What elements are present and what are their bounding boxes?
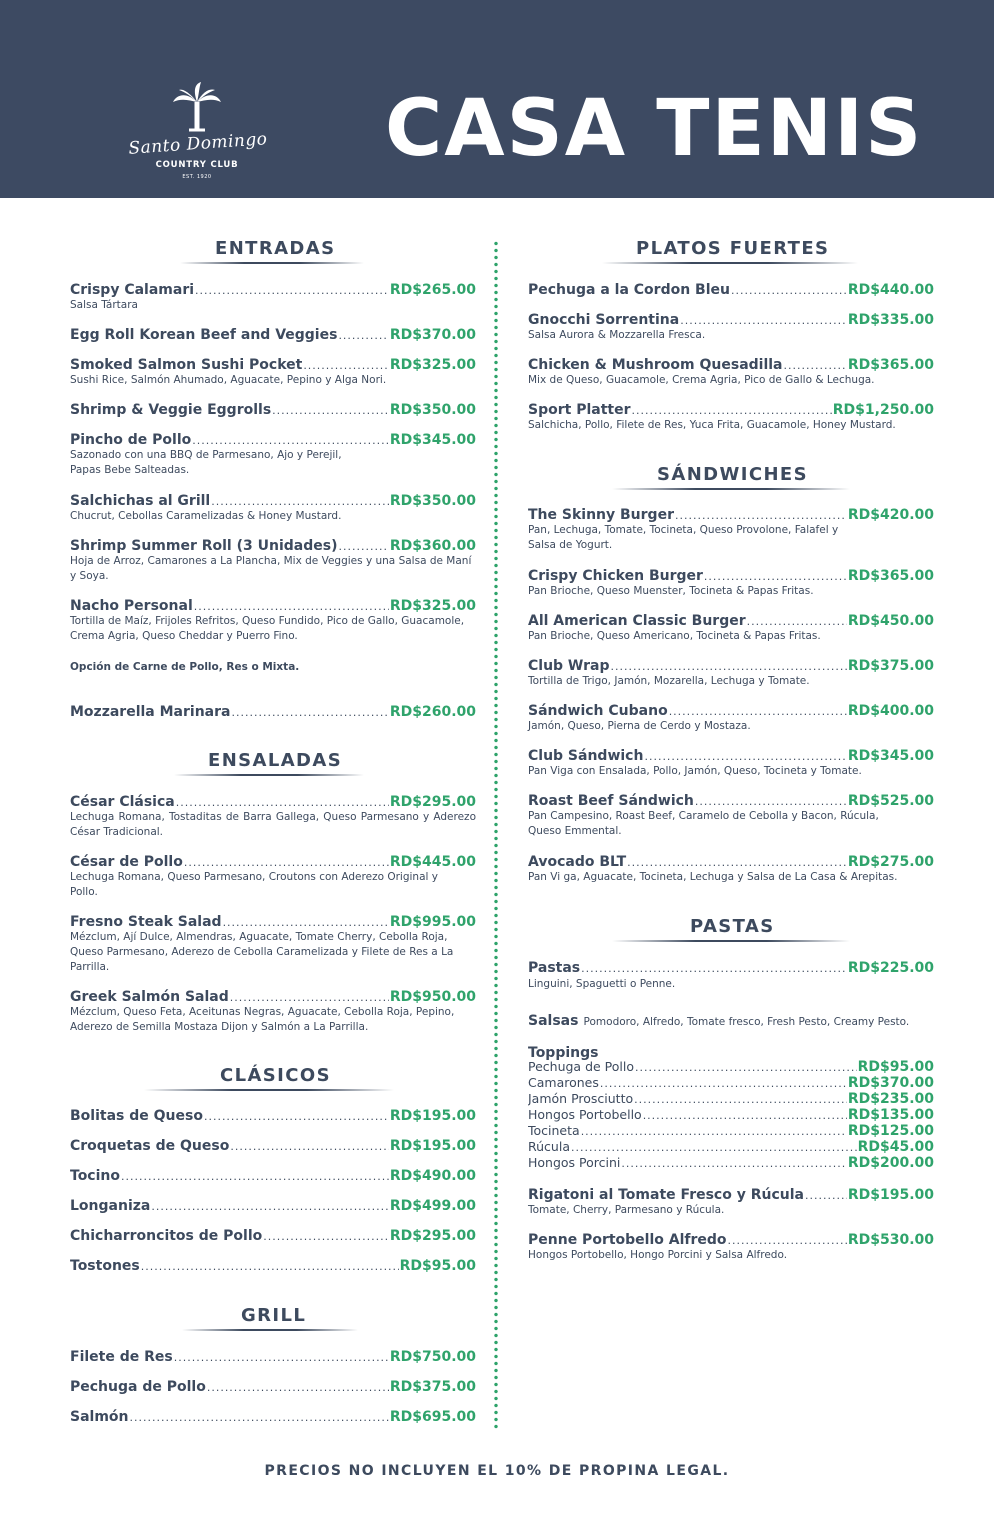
leader-dots [272, 404, 389, 417]
item-price: RD$295.00 [389, 794, 476, 810]
logo-est-text: EST. 1920 [182, 174, 212, 180]
section-title [70, 238, 476, 276]
item-name: Nacho Personal [70, 598, 193, 614]
leader-dots [571, 1141, 857, 1154]
menu-item [70, 327, 476, 343]
topping-row [528, 1075, 934, 1091]
item-name: Sándwich Cubano [528, 703, 668, 719]
item-price: RD$295.00 [389, 1228, 476, 1244]
topping-price: RD$45.00 [857, 1139, 934, 1155]
salsas-label: Salsas [528, 1013, 579, 1029]
item-price: RD$499.00 [389, 1198, 476, 1214]
leader-dots [230, 991, 389, 1004]
item-price: RD$360.00 [389, 538, 476, 554]
leader-dots [669, 705, 847, 718]
section-underline [612, 940, 850, 942]
header-banner [0, 0, 994, 198]
section-title [70, 1065, 476, 1103]
topping-name: Camarones [528, 1075, 599, 1090]
menu-item [70, 1409, 476, 1425]
leader-dots [338, 329, 388, 342]
menu-item [70, 854, 476, 900]
menu-item [70, 432, 476, 478]
menu-item [70, 598, 476, 644]
menu-item [528, 402, 934, 433]
menu-item [528, 658, 934, 689]
item-price: RD$365.00 [847, 357, 934, 373]
leader-dots [192, 434, 389, 447]
section-heading: PLATOS FUERTES [636, 238, 830, 259]
topping-row [528, 1107, 934, 1123]
menu-item [528, 748, 934, 779]
topping-name: Hongos Porcini [528, 1155, 621, 1170]
topping-name: Tocineta [528, 1123, 580, 1138]
menu-item [70, 1349, 476, 1365]
item-name: Salchichas al Grill [70, 493, 211, 509]
item-name: Greek Salmón Salad [70, 989, 229, 1005]
item-name: Chicken & Mushroom Quesadilla [528, 357, 783, 373]
item-description: Salsa Tártara [70, 299, 138, 311]
menu-item [70, 402, 476, 418]
topping-price: RD$235.00 [847, 1091, 934, 1107]
item-name: Penne Portobello Alfredo [528, 1232, 727, 1248]
item-price: RD$265.00 [389, 282, 476, 298]
leader-dots [174, 1351, 389, 1364]
section-underline [602, 262, 858, 264]
item-name: Longaniza [70, 1198, 151, 1214]
column-divider [494, 240, 498, 1430]
item-description: Pan Brioche, Queso Muenster, Tocineta & Papas Fritas. [528, 585, 814, 597]
section-title [528, 238, 934, 276]
topping-name: Rúcula [528, 1139, 570, 1154]
topping-price: RD$95.00 [857, 1059, 934, 1075]
palm-tree-icon [167, 80, 227, 134]
item-name: Bolitas de Queso [70, 1108, 203, 1124]
item-name: Pastas [528, 960, 581, 976]
menu-item [70, 704, 476, 720]
item-name: Sport Platter [528, 402, 631, 418]
item-description: Hoja de Arroz, Camarones a La Plancha, Mix de Veggies y una Salsa de Maní y Soya. [70, 555, 472, 582]
topping-row [528, 1059, 934, 1075]
leader-dots [151, 1200, 388, 1213]
item-name: Pechuga a la Cordon Bleu [528, 282, 730, 298]
menu-item [70, 538, 476, 584]
section-ensaladas [70, 750, 476, 788]
section-underline [612, 488, 850, 490]
menu-item [528, 613, 934, 644]
item-description: Salchicha, Pollo, Filete de Res, Yuca Frita, Guacamole, Honey Mustard. [528, 419, 896, 431]
footer-notice: PRECIOS NO INCLUYEN EL 10% DE PROPINA LEGAL. [264, 1463, 730, 1479]
item-name: Crispy Chicken Burger [528, 568, 703, 584]
menu-item [70, 1138, 476, 1154]
item-name: Crispy Calamari [70, 282, 195, 298]
menu-item [528, 282, 934, 298]
item-description: Lechuga Romana, Tostaditas de Barra Gallega, Queso Parmesano y Aderezo César Tradicional. [70, 811, 476, 838]
item-name: Gnocchi Sorrentina [528, 312, 680, 328]
entradas-note: Opción de Carne de Pollo, Res o Mixta. [70, 661, 300, 673]
item-price: RD$195.00 [389, 1138, 476, 1154]
topping-name: Pechuga de Pollo [528, 1059, 634, 1074]
item-name: Pechuga de Pollo [70, 1379, 206, 1395]
section-underline [180, 262, 364, 264]
item-price: RD$450.00 [847, 613, 934, 629]
logo-script-text: Santo Domingo [127, 129, 269, 159]
menu-item [70, 1198, 476, 1214]
item-price: RD$260.00 [389, 704, 476, 720]
section-title [70, 1305, 476, 1343]
item-price: RD$345.00 [389, 432, 476, 448]
section-heading: GRILL [241, 1305, 307, 1326]
leader-dots [184, 856, 389, 869]
leader-dots [621, 1157, 846, 1170]
leader-dots [581, 1125, 847, 1138]
item-price: RD$490.00 [389, 1168, 476, 1184]
item-description: Tortilla de Maíz, Frijoles Refritos, Queso Fundido, Pico de Gallo, Guacamole, Crema Agria, Queso Cheddar y Puerro Fino. [70, 615, 465, 642]
item-description: Mix de Queso, Guacamole, Crema Agria, Pico de Gallo & Lechuga. [528, 374, 875, 386]
leader-dots [194, 600, 389, 613]
topping-price: RD$135.00 [847, 1107, 934, 1123]
section-underline [144, 1089, 394, 1091]
item-name: Club Wrap [528, 658, 610, 674]
leader-dots [728, 1234, 847, 1247]
item-name: Smoked Salmon Sushi Pocket [70, 357, 303, 373]
topping-row [528, 1139, 934, 1155]
item-price: RD$275.00 [847, 854, 934, 870]
item-name: All American Classic Burger [528, 613, 746, 629]
menu-item [70, 357, 476, 388]
item-price: RD$225.00 [847, 960, 934, 976]
menu-item [528, 357, 934, 388]
leader-dots [263, 1230, 389, 1243]
leader-dots [634, 1093, 847, 1106]
item-name: Fresno Steak Salad [70, 914, 222, 930]
item-description: Sazonado con una BBQ de Parmesano, Ajo y Perejil, Papas Bebe Salteadas. [70, 449, 342, 476]
item-price: RD$195.00 [847, 1187, 934, 1203]
section-pastas [528, 916, 934, 954]
item-price: RD$750.00 [389, 1349, 476, 1365]
item-price: RD$445.00 [389, 854, 476, 870]
topping-price: RD$200.00 [847, 1155, 934, 1171]
leader-dots [223, 916, 389, 929]
topping-row [528, 1155, 934, 1171]
topping-name: Hongos Portobello [528, 1107, 642, 1122]
item-price: RD$365.00 [847, 568, 934, 584]
menu-item [528, 960, 934, 992]
menu-item [528, 854, 934, 885]
item-price: RD$350.00 [389, 402, 476, 418]
item-description: Tomate, Cherry, Parmesano y Rúcula. [528, 1204, 725, 1216]
leader-dots [195, 284, 389, 297]
item-name: Rigatoni al Tomate Fresco y Rúcula [528, 1187, 804, 1203]
item-description: Pan Campesino, Roast Beef, Caramelo de Cebolla y Bacon, Rúcula, Queso Emmental. [528, 810, 879, 837]
topping-price: RD$125.00 [847, 1123, 934, 1139]
leader-dots [207, 1381, 389, 1394]
section-title [528, 464, 934, 502]
menu-item [70, 1228, 476, 1244]
item-price: RD$695.00 [389, 1409, 476, 1425]
leader-dots [581, 962, 847, 975]
item-price: RD$325.00 [389, 357, 476, 373]
menu-item [70, 493, 476, 524]
toppings-title: Toppings [528, 1045, 599, 1061]
section-heading: ENTRADAS [215, 238, 336, 259]
item-description: Pan Viga con Ensalada, Pollo, Jamón, Queso, Tocineta y Tomate. [528, 765, 862, 777]
topping-price: RD$370.00 [847, 1075, 934, 1091]
menu-item [528, 312, 934, 343]
section-entradas [70, 238, 476, 276]
item-description: Salsa Aurora & Mozzarella Fresca. [528, 329, 706, 341]
item-description: Pan Vi ga, Aguacate, Tocineta, Lechuga y Salsa de La Casa & Arepitas. [528, 871, 898, 883]
leader-dots [747, 615, 847, 628]
leader-dots [643, 1109, 847, 1122]
salsas-line [528, 1010, 934, 1029]
leader-dots [631, 404, 831, 417]
item-name: Club Sándwich [528, 748, 644, 764]
section-sandwiches [528, 464, 934, 502]
item-price: RD$995.00 [389, 914, 476, 930]
item-price: RD$375.00 [389, 1379, 476, 1395]
logo-club-text: COUNTRY CLUB [155, 160, 239, 170]
item-price: RD$95.00 [399, 1258, 476, 1274]
leader-dots [204, 1110, 389, 1123]
item-price: RD$530.00 [847, 1232, 934, 1248]
leader-dots [176, 796, 389, 809]
leader-dots [231, 706, 388, 719]
menu-item [528, 1232, 934, 1263]
section-title [70, 750, 476, 788]
item-price: RD$350.00 [389, 493, 476, 509]
item-name: César de Pollo [70, 854, 183, 870]
item-description: Sushi Rice, Salmón Ahumado, Aguacate, Pepino y Alga Nori. [70, 374, 387, 386]
item-description: Tortilla de Trigo, Jamón, Mozarella, Lechuga y Tomate. [528, 675, 810, 687]
leader-dots [611, 660, 847, 673]
item-description: Jamón, Queso, Pierna de Cerdo y Mostaza. [528, 720, 751, 732]
item-description: Hongos Portobello, Hongo Porcini y Salsa Alfredo. [528, 1249, 788, 1261]
item-description: Mézclum, Ají Dulce, Almendras, Aguacate, Tomate Cherry, Cebolla Roja, Queso Parmesano, Aderezo de Cebolla Caramelizada y Filete de Res a La Parrilla. [70, 931, 454, 973]
menu-item [528, 793, 934, 839]
leader-dots [731, 284, 847, 297]
item-price: RD$195.00 [389, 1108, 476, 1124]
leader-dots [338, 540, 388, 553]
leader-dots [704, 570, 847, 583]
item-name: Shrimp Summer Roll (3 Unidades) [70, 538, 338, 554]
item-name: The Skinny Burger [528, 507, 674, 523]
leader-dots [680, 314, 847, 327]
item-description: Lechuga Romana, Queso Parmesano, Croutons con Aderezo Original y Pollo. [70, 871, 438, 898]
item-description: Chucrut, Cebollas Caramelizadas & Honey Mustard. [70, 510, 342, 522]
leader-dots [784, 359, 847, 372]
club-logo [112, 80, 282, 190]
item-name: Avocado BLT [528, 854, 627, 870]
leader-dots [230, 1140, 388, 1153]
item-price: RD$420.00 [847, 507, 934, 523]
leader-dots [130, 1411, 389, 1424]
item-price: RD$335.00 [847, 312, 934, 328]
item-name: Filete de Res [70, 1349, 173, 1365]
item-price: RD$525.00 [847, 793, 934, 809]
item-description: Pan Brioche, Queso Americano, Tocineta & Papas Fritas. [528, 630, 821, 642]
leader-dots [121, 1170, 389, 1183]
item-price: RD$400.00 [847, 703, 934, 719]
item-name: Tostones [70, 1258, 140, 1274]
item-name: Mozzarella Marinara [70, 704, 231, 720]
leader-dots [600, 1077, 847, 1090]
menu-item [70, 282, 476, 313]
item-description: Mézclum, Queso Feta, Aceitunas Negras, Aguacate, Cebolla Roja, Pepino, Aderezo de Semilla Mostaza Dijon y Salmón a La Parrilla. [70, 1006, 455, 1033]
section-platos-fuertes [528, 238, 934, 276]
page-title: CASA TENIS [385, 84, 924, 174]
section-heading: CLÁSICOS [220, 1065, 331, 1086]
leader-dots [805, 1189, 847, 1202]
leader-dots [675, 509, 847, 522]
menu-item [70, 1108, 476, 1124]
menu-item [528, 703, 934, 734]
item-price: RD$370.00 [389, 327, 476, 343]
topping-row [528, 1123, 934, 1139]
menu-item [70, 1168, 476, 1184]
menu-item [70, 1379, 476, 1395]
section-heading: PASTAS [690, 916, 775, 937]
item-name: Tocino [70, 1168, 120, 1184]
item-price: RD$325.00 [389, 598, 476, 614]
item-name: Roast Beef Sándwich [528, 793, 694, 809]
section-title [528, 916, 934, 954]
item-price: RD$950.00 [389, 989, 476, 1005]
section-heading: SÁNDWICHES [657, 464, 808, 485]
item-name: Chicharroncitos de Pollo [70, 1228, 263, 1244]
item-price: RD$1,250.00 [832, 402, 934, 418]
item-description: Pan, Lechuga, Tomate, Tocineta, Queso Provolone, Falafel y Salsa de Yogurt. [528, 524, 839, 551]
leader-dots [695, 795, 847, 808]
leader-dots [141, 1260, 399, 1273]
item-price: RD$440.00 [847, 282, 934, 298]
menu-item [528, 568, 934, 599]
section-underline [174, 774, 364, 776]
item-price: RD$345.00 [847, 748, 934, 764]
menu-item [70, 794, 476, 840]
section-heading: ENSALADAS [208, 750, 343, 771]
item-description: Linguini, Spaguetti o Penne. [528, 978, 676, 990]
item-price: RD$375.00 [847, 658, 934, 674]
menu-item [528, 507, 934, 553]
section-clasicos [70, 1065, 476, 1103]
section-grill [70, 1305, 476, 1343]
menu-item [70, 914, 476, 975]
salsas-options: Pomodoro, Alfredo, Tomate fresco, Fresh Pesto, Creamy Pesto. [583, 1016, 910, 1028]
menu-item [70, 1258, 476, 1274]
item-name: Pincho de Pollo [70, 432, 192, 448]
leader-dots [635, 1061, 857, 1074]
topping-row [528, 1091, 934, 1107]
item-name: César Clásica [70, 794, 175, 810]
leader-dots [303, 359, 389, 372]
item-name: Shrimp & Veggie Eggrolls [70, 402, 272, 418]
leader-dots [627, 856, 847, 869]
topping-name: Jamón Prosciutto [528, 1091, 634, 1106]
menu-item [528, 1187, 934, 1218]
section-underline [182, 1329, 358, 1331]
item-name: Croquetas de Queso [70, 1138, 230, 1154]
leader-dots [211, 495, 389, 508]
leader-dots [644, 750, 846, 763]
menu-item [70, 989, 476, 1035]
item-name: Salmón [70, 1409, 129, 1425]
item-name: Egg Roll Korean Beef and Veggies [70, 327, 338, 343]
